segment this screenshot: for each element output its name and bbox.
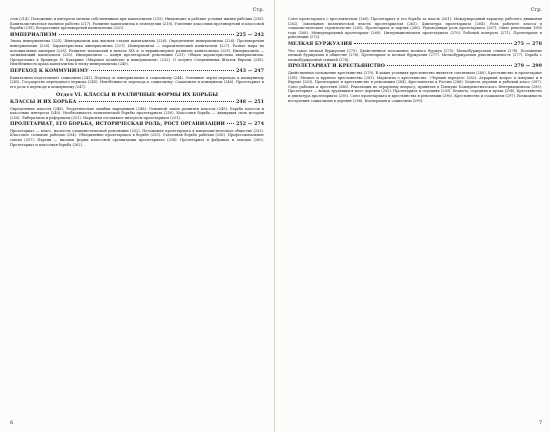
leader-dots [387,65,512,66]
left-page-label: Стр. [252,7,264,13]
leader-dots [91,70,234,71]
left-intro-paragraph: стов (214). Положение и интересы мелких собственников при капитализме (215). Нищенские и рабские условия жизни рабочих (216). Капиталистическое наемное рабство (217). Развитие капитализма в земледелии (218). Усиление классовых противоречий и классовой борьбы (219). Возрастание противоречий капитализма (220). [10,17,264,31]
toc-heading-title: ИМПЕРИАЛИЗМ [10,32,57,38]
part-heading: Отдел VI. КЛАССЫ И РАЗЛИЧНЫЕ ФОРМЫ ИХ БОРЬБЫ [55,92,218,99]
right-page [278,0,550,432]
toc-heading [288,65,542,70]
toc-heading [288,43,542,48]
toc-heading-title: ПРОЛЕТАРИАТ И КРЕСТЬЯНСТВО [288,64,385,70]
toc-section-body: Пролетариат — класс, носитель социалистической революции (252). Положение пролетариата в капиталистическом обществе (253). Классовое сознание рабочих (254). Объединение пролетариата в борьбе (255). Стачечная борьба рабочих (256). Профессиональные союзы (257). Партия — высшая форма классовой организации пролетариата (258). Пролетариат в фабриках и заводах (260). Пролетариат и классовая борьба (262). [10,128,264,147]
left-page [0,0,272,432]
toc-heading-pages: 252 — 274 [236,122,264,128]
toc-heading-title: КЛАССЫ И ИХ БОРЬБА [10,99,77,105]
left-page-content [10,17,264,148]
toc-section-body: Что такое мелкая буржуазия (275). Двойственное положение мелкого буржуа (275). Мелкобуржуазная стихия (276). Положение мелкой буржуазии в обществе (276). Пролетариат и мелкая буржуазия (277). Мелкобуржуазная революционность (277). Борьба с мелкобуржуазной стихией (278). [288,48,542,62]
leader-dots [79,101,235,102]
toc-section-body: Эпоха империализма (225). Империализм как высшая стадия капитализма (226). Определение империализма (226). Противоречия империализма (226). Характеристика империализма (227). Империализм — паразитический капитализм (227). Развал мира на колониальные империи (228). Развитие монополий в начале XIX в. и неравномерное развитие капитализма (229). Империализм — загнивающий капитализм (230). Империализм — канун пролетарской революции (231). Общая характеристика империализма. Предисловие к брошюре Н. Бухарина «Мировое хозяйство и империализм» (232). О лозунге Соединенных Штатов Европы (238). Неизбежность краха капитализма в эпоху империализма (240). [10,39,264,67]
toc-section-body: Капитализм подготовляет социализм (243). Переход от империализма к социализму (244). Основные черты перехода к коммунизму (245). Государство переходного периода (245). Неизбежность перехода к социализму. Социализм и коммунизм (246). Пролетариат и его роль в переходе к коммунизму (247). [10,75,264,89]
leader-dots [59,34,234,35]
book-spine [274,0,275,432]
toc-section-body: Двойственное положение крестьянства (279). В каких условиях крестьянство является союзником (280). Крестьянство и пролетариат (281). Мелкое и крупное крестьянство (281). Марксизм о крестьянстве. «Черный передел» (282). Аграрный вопрос в Америке и в Европе (283). Пролетариат и крестьянство в революции (284). Крестьянство в России (286). Беднота деревни и рабочий класс (287). Союз рабочих и крестьян (288). Революция по аграрному вопросу, принятая в Пленуме Коммунистического Интернационала (290). Пролетариат — вождь трудящихся масс деревни (292). Пролетариат и середняк (293). Беднота, середняк и кулак (294). Крестьянство и диктатура пролетариата (295). Союз пролетариата и крестьянства в революции (296). Крестьянство и социализм (297). Возможность построения социализма в деревне (298). Кооперация и социализм (299). [288,70,542,103]
right-page-content [288,17,542,104]
toc-heading-pages: 275 — 278 [514,41,542,47]
toc-heading-title: МЕЛКАЯ БУРЖУАЗИЯ [288,41,353,47]
toc-heading [10,70,264,75]
leader-dots [227,123,234,124]
toc-section-body: Определение классов (248). Теоретические ошибки народников (248). Основной закон развития классов (249). Борьба классов и классовые интересы (249). Необходимость политической борьбы пролетариата (250). Классовая борьба — движущая сила истории (250). Либерализм и реформизм (251). Марксизм отстаивает интересы пролетариата (251). [10,106,264,120]
toc-heading-pages: 248 — 251 [236,99,264,105]
toc-heading [10,34,264,39]
right-intro-paragraph: Союз пролетариата с крестьянством (260). Пролетариат и его борьба за власть (261). Международный характер рабочего движения (262). Завоевание политической власти пролетариатом (263). Диктатура пролетариата (264). Роль рабочего класса в социалистическом строительстве (265). Пролетариат и партия (266). Руководящая роль пролетариата (267). Опыт революции 1905 года (268). Международный пролетариат (269). Интернационализм пролетариата (270). Рабочий контроль (271). Пролетариат в революции (272). [288,17,542,40]
leader-dots [354,43,512,44]
right-page-label: Стр. [530,7,542,13]
toc-heading-title: ПЕРЕХОД К КОММУНИЗМУ [10,68,89,74]
toc-heading-pages: 279 — 299 [514,64,542,70]
toc-heading-pages: 225 — 242 [236,32,264,38]
toc-heading-title: ПРОЛЕТАРИАТ, ЕГО БОРЬБА, ИСТОРИЧЕСКАЯ РОЛЬ, РОСТ ОРГАНИЗАЦИИ [10,122,225,128]
right-page-number: 7 [538,420,542,426]
toc-heading-pages: 243 — 247 [236,68,264,74]
left-page-number: 6 [10,420,14,426]
toc-heading [10,101,264,106]
toc-heading [10,123,264,128]
